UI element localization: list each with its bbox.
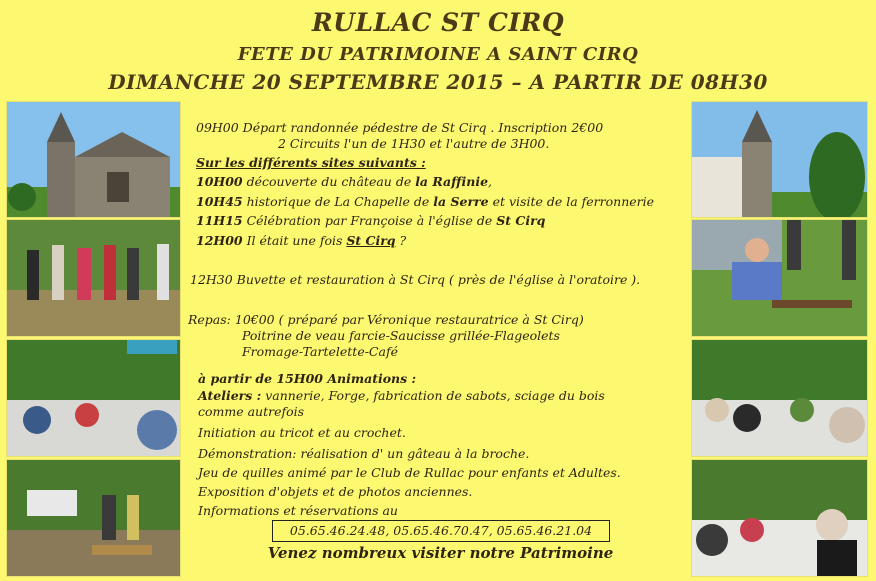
church-photo-left [6,101,181,218]
phone-numbers: 05.65.46.24.48, 05.65.46.70.47, 05.65.46.21.04 [272,520,610,542]
buvette-line: 12H30 Buvette et restauration à St Cirq ( près de l'église à l'oratoire ). [190,272,641,287]
demonstration-line: Démonstration: réalisation d' un gâteau à la broche. [198,446,530,461]
informations-line: Informations et réservations au [198,503,398,518]
sawing-photo [691,219,868,337]
item-time: 10H45 [196,194,243,209]
initiation-line: Initiation au tricot et au crochet. [198,425,406,440]
schedule-item [196,213,545,229]
item-after: et visite de la ferronnerie [488,194,655,209]
menu-line: Fromage-Tartelette-Café [242,344,398,359]
item-after: , [488,174,493,189]
ateliers-line [198,388,605,404]
schedule-item [196,233,406,249]
church-photo-right [691,101,868,218]
sites-heading: Sur les différents sites suivants : [196,155,426,170]
item-time: 10H00 [196,174,243,189]
ateliers-label: Ateliers : [198,388,262,403]
item-place: St Cirq [496,213,546,228]
picnic-photo-right [691,339,868,457]
schedule-item [196,194,654,210]
dinner-photo-right [691,459,868,577]
footer-slogan: Venez nombreux visiter notre Patrimoine [267,544,614,562]
repas-line: Repas: 10€00 ( préparé par Véronique restauratrice à St Cirq) [188,312,584,327]
item-place: la Raffinie [415,174,489,189]
item-time: 11H15 [196,213,243,228]
item-place: St Cirq [346,233,396,248]
quilles-line: Jeu de quilles animé par le Club de Rullac pour enfants et Adultes. [198,465,621,480]
item-text: Il était une fois [242,233,347,248]
item-after: ? [395,233,407,248]
poster-title: RULLAC ST CIRQ [311,8,565,37]
event-subtitle: FETE DU PATRIMOINE A SAINT CIRQ [237,44,639,65]
circuits-line: 2 Circuits l'un de 1H30 et l'autre de 3H00. [278,136,550,151]
schedule-item [196,174,492,190]
item-text: Célébration par Françoise à l'église de [242,213,497,228]
ateliers-line-2: comme autrefois [198,404,305,419]
walk-line: 09H00 Départ randonnée pédestre de St Cirq . Inscription 2€00 [196,120,604,135]
ateliers-text: vannerie, Forge, fabrication de sabots, sciage du bois [261,388,605,403]
item-time: 12H00 [196,233,243,248]
animations-heading: à partir de 15H00 Animations : [198,371,417,386]
hikers-photo [6,219,181,337]
exposition-line: Exposition d'objets et de photos anciennes. [198,484,473,499]
menu-line: Poitrine de veau farcie-Saucisse grillée-Flageolets [242,328,560,343]
event-date: DIMANCHE 20 SEPTEMBRE 2015 – A PARTIR DE 08H30 [108,70,768,94]
picnic-photo-left [6,339,181,457]
item-text: historique de La Chapelle de [242,194,434,209]
program-text [188,114,693,574]
item-place: la Serre [433,194,489,209]
workshop-photo-left [6,459,181,577]
item-text: découverte du château de [242,174,416,189]
